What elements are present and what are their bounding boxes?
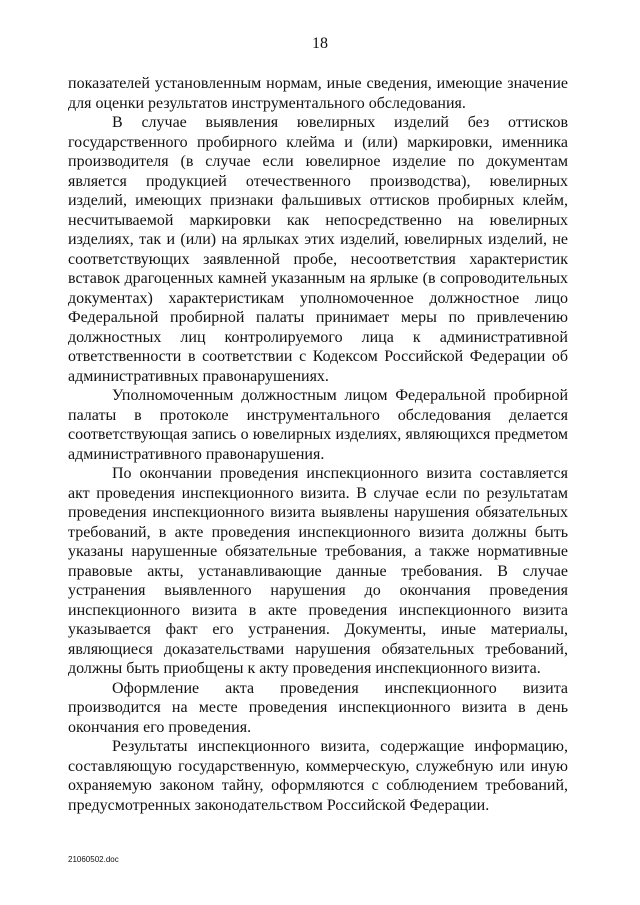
paragraph-inspection-act: По окончании проведения инспекционного визита составляется акт проведения инспекционного визита. В случае если по результатам проведения инспекционного визита выявлены нарушения обязательных требований, в акте проведения инспекционного визита должны быть указаны нарушенные обязательные требования, а также нормативные правовые акты, устанавливающие данные требования. В случае устранения выявленного нарушения до окончания проведения инспекционного визита в акте проведения инспекционного визита указывается факт его устранения. Документы, иные материалы, являющиеся доказательствами нарушения обязательных требований, должны быть приобщены к акту проведения инспекционного визита.: [68, 465, 568, 677]
paragraph-violations: В случае выявления ювелирных изделий без оттисков государственного пробирного клейма и (или) маркировки, именника производителя (в случае если ювелирное изделие по документам является продукцией отечественного производства), ювелирных изделий, имеющих признаки фальшивых оттисков пробирных клейм, несчитываемой маркировки как непосредственно на ювелирных изделиях, так и (или) на ярлыках этих изделий, ювелирных изделий, не соответствующих заявленной пробе, несоответствия характеристик вставок драгоценных камней указанным на ярлыке (в сопроводительных документах) характеристикам уполномоченное должностное лицо Федеральной пробирной палаты принимает меры по привлечению должностных лиц контролируемого лица к административной ответственности в соответствии с Кодексом Российской Федерации об административных правонарушениях.: [68, 114, 568, 385]
paragraph-protocol-record: Уполномоченным должностным лицом Федеральной пробирной палаты в протоколе инструментального обследования делается соответствующая запись о ювелирных изделиях, являющихся предметом административного правонарушения.: [68, 387, 568, 463]
paragraph-continuation: показателей установленным нормам, иные сведения, имеющие значение для оценки результатов инструментального обследования.: [68, 75, 568, 112]
document-body: [68, 74, 568, 815]
paragraph-confidential-results: Результаты инспекционного визита, содержащие информацию, составляющую государственную, коммерческую, служебную или иную охраняемую законом тайну, оформляются с соблюдением требований, предусмотренных законодательством Российской Федерации.: [68, 738, 568, 814]
footer-filename: 21060502.doc: [68, 855, 119, 864]
paragraph-act-execution: Оформление акта проведения инспекционного визита производится на месте проведения инспекционного визита в день окончания его проведения.: [68, 679, 568, 736]
page-number: 18: [312, 35, 328, 52]
